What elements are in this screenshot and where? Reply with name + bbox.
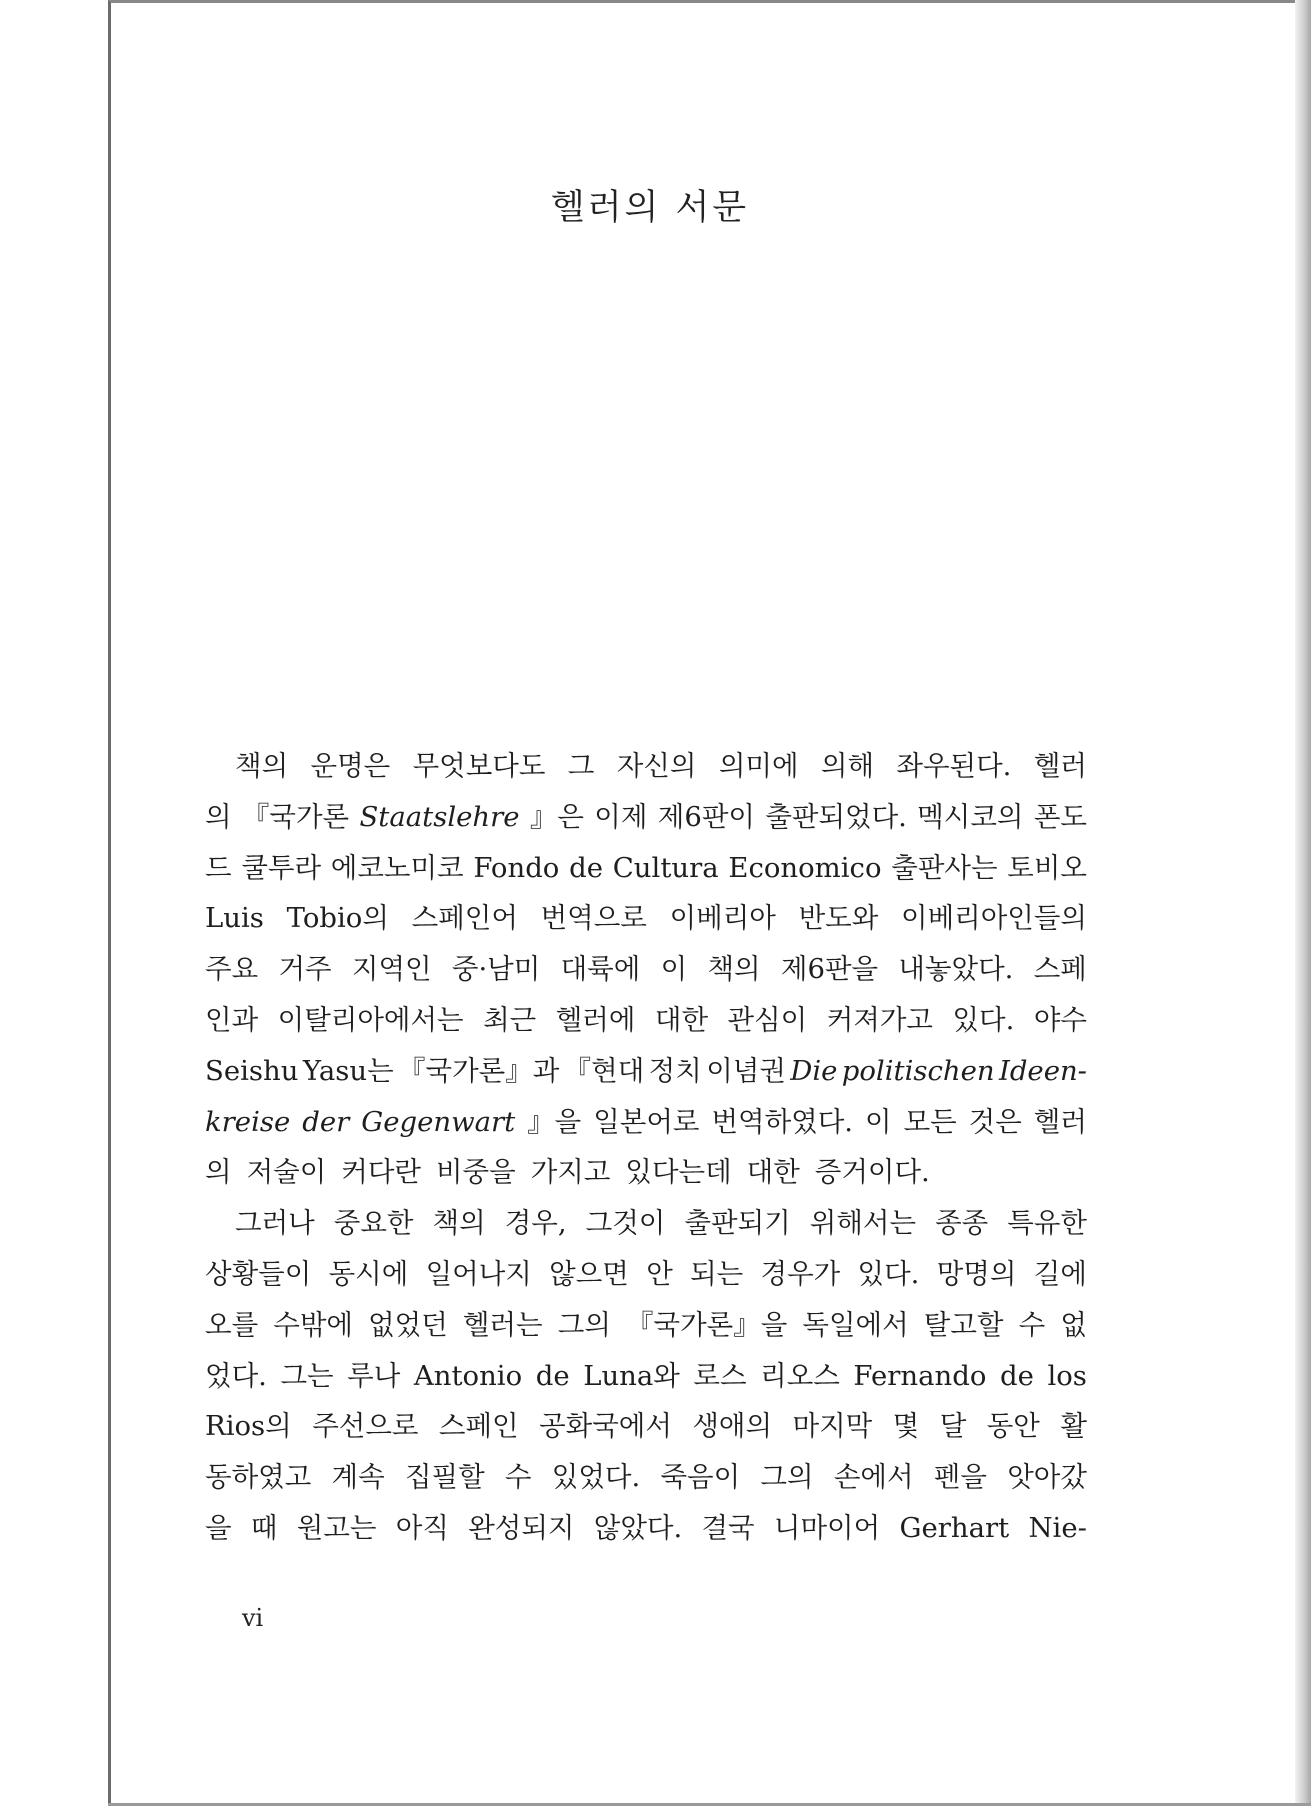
word: Fondo bbox=[473, 851, 560, 884]
word: 있었다. bbox=[551, 1461, 641, 1494]
word: 탈고할 bbox=[923, 1308, 1004, 1341]
word: 헬러 bbox=[1033, 750, 1087, 782]
word: 저술이 bbox=[246, 1156, 327, 1189]
word: 대한 bbox=[746, 1156, 800, 1189]
text-line bbox=[205, 849, 1087, 900]
word: 루나 bbox=[347, 1359, 401, 1392]
word: 최근 bbox=[483, 1003, 537, 1036]
word: der bbox=[302, 1105, 350, 1138]
word: 이제 bbox=[594, 800, 648, 833]
word: 결국 bbox=[701, 1511, 755, 1544]
word: 에코노미코 bbox=[330, 851, 464, 884]
word: 그는 bbox=[280, 1359, 334, 1392]
left-margin bbox=[0, 0, 108, 1806]
word: 관심이 bbox=[727, 1003, 808, 1036]
word: Yasu는 bbox=[302, 1054, 394, 1087]
word: Luna와 bbox=[583, 1359, 680, 1392]
word: 길에 bbox=[1033, 1257, 1087, 1290]
word: 이념권 bbox=[706, 1054, 786, 1087]
word: 대한 bbox=[654, 1003, 709, 1036]
word: 죽음이 bbox=[660, 1461, 741, 1494]
word: 『국가론』을 bbox=[626, 1308, 788, 1341]
word: 이베리아인들의 bbox=[901, 902, 1087, 935]
word: 의해 bbox=[820, 750, 875, 782]
word: 거주 bbox=[278, 953, 332, 986]
word: 앗아갔 bbox=[1007, 1461, 1087, 1494]
word: 원고는 bbox=[296, 1511, 377, 1544]
word: 운명은 bbox=[310, 750, 391, 782]
word: 폰도 bbox=[1033, 800, 1087, 833]
word: 헬러는 bbox=[462, 1308, 543, 1341]
text-line bbox=[205, 1458, 1087, 1509]
word: 계속 bbox=[331, 1461, 385, 1494]
word: 달 bbox=[939, 1410, 967, 1443]
word: 그 bbox=[567, 750, 595, 782]
word: 되는 bbox=[690, 1257, 744, 1290]
text-line bbox=[205, 1306, 1087, 1357]
word: 출판되었다. bbox=[765, 800, 907, 833]
word: 헬러에 bbox=[555, 1003, 636, 1036]
word: 그의 bbox=[557, 1308, 611, 1341]
word: 그러나 bbox=[235, 1207, 315, 1240]
word: 중요한 bbox=[333, 1207, 414, 1240]
word: 자신의 bbox=[616, 750, 697, 782]
word: Luis bbox=[205, 902, 264, 935]
word: 수 bbox=[504, 1461, 532, 1494]
word: 위해서는 bbox=[809, 1207, 917, 1240]
word: 『현대 bbox=[563, 1054, 645, 1087]
word: Gerhart bbox=[899, 1511, 1010, 1544]
word: 없 bbox=[1060, 1308, 1087, 1341]
word: 리오스 bbox=[760, 1359, 840, 1392]
word: 일본어로 bbox=[593, 1105, 700, 1138]
word: 토비오 bbox=[1007, 851, 1087, 884]
word: 경우가 bbox=[760, 1257, 841, 1290]
word: 로스 bbox=[693, 1359, 747, 1392]
text-line bbox=[205, 1407, 1087, 1458]
body-text bbox=[205, 747, 1087, 1560]
word: 인과 bbox=[205, 1003, 259, 1036]
word: 지역인 bbox=[351, 953, 432, 986]
word: 『국가론』과 bbox=[398, 1054, 560, 1087]
word: 책의 bbox=[432, 1207, 486, 1240]
word: 그것이 bbox=[585, 1207, 666, 1240]
word: 커져가고 bbox=[826, 1003, 933, 1036]
word: Ideen- bbox=[998, 1054, 1087, 1087]
word: 책의 bbox=[707, 953, 761, 986]
word: 종종 bbox=[935, 1207, 989, 1240]
word: 마지막 bbox=[792, 1410, 873, 1443]
word: Tobio의 bbox=[286, 902, 389, 935]
word: 출판되기 bbox=[684, 1207, 791, 1240]
word: Cultura bbox=[612, 851, 719, 884]
word: 몇 bbox=[892, 1410, 920, 1443]
word: 비중을 bbox=[435, 1156, 516, 1189]
text-line bbox=[205, 1103, 1087, 1154]
word: 없었던 bbox=[368, 1308, 448, 1341]
word: 야수 bbox=[1033, 1003, 1087, 1036]
word: Antonio bbox=[413, 1359, 523, 1392]
word: Die bbox=[790, 1054, 838, 1087]
page-title: 헬러의 서문 bbox=[550, 188, 750, 228]
word: 망명의 bbox=[936, 1257, 1017, 1290]
word: 주선으로 bbox=[312, 1410, 419, 1443]
word: 번역하였다. bbox=[711, 1105, 854, 1138]
word: Economico bbox=[728, 851, 882, 884]
word: 독일에서 bbox=[802, 1308, 909, 1341]
word: 드 bbox=[205, 851, 232, 884]
page-number: vi bbox=[242, 1604, 264, 1632]
word: Fernando bbox=[853, 1359, 987, 1392]
word: 의 bbox=[205, 1156, 232, 1189]
word: 것은 bbox=[968, 1105, 1022, 1138]
word: 중·남미 bbox=[451, 953, 541, 986]
word: 』은 bbox=[529, 800, 584, 833]
word: 내놓았다. bbox=[898, 953, 1014, 986]
word: 이 bbox=[660, 953, 688, 986]
word: 정치 bbox=[648, 1054, 702, 1087]
word: 특유한 bbox=[1007, 1207, 1087, 1240]
word: 헬러 bbox=[1033, 1105, 1087, 1138]
word: Nie- bbox=[1028, 1511, 1087, 1544]
word: 완성되지 bbox=[468, 1511, 575, 1544]
text-line bbox=[205, 1204, 1087, 1255]
word: 멕시코의 bbox=[917, 800, 1024, 833]
text-line bbox=[205, 899, 1087, 950]
word: 무엇보다도 bbox=[412, 750, 546, 782]
word: 스페 bbox=[1033, 953, 1087, 986]
word: 일어나지 bbox=[425, 1257, 532, 1290]
word: 손에서 bbox=[833, 1461, 914, 1494]
word: 스페인 bbox=[438, 1410, 519, 1443]
word: 반도와 bbox=[798, 902, 879, 935]
word: 때 bbox=[250, 1511, 278, 1544]
word: 이베리아 bbox=[669, 902, 776, 935]
word: 제6판이 bbox=[657, 800, 755, 833]
word: 집필할 bbox=[404, 1461, 485, 1494]
word: de bbox=[535, 1359, 570, 1392]
word: 번역으로 bbox=[540, 902, 647, 935]
word: 좌우된다. bbox=[896, 750, 1012, 782]
word: 있다. bbox=[952, 1003, 1015, 1036]
word: 오를 bbox=[205, 1308, 259, 1341]
word: 있다는데 bbox=[625, 1156, 732, 1189]
word: 이탈리아에서는 bbox=[277, 1003, 464, 1036]
word: 『국가론 bbox=[241, 800, 350, 833]
word: 동안 bbox=[986, 1410, 1040, 1443]
word: politischen bbox=[841, 1054, 995, 1087]
word: 있다. bbox=[857, 1257, 920, 1290]
text-line bbox=[205, 1153, 1087, 1204]
text-line bbox=[205, 798, 1087, 849]
text-line bbox=[205, 1001, 1087, 1052]
page-edge-shadow bbox=[1295, 0, 1311, 1806]
word: 상황들이 bbox=[205, 1257, 312, 1290]
word: 을 bbox=[205, 1511, 232, 1544]
word: 생애의 bbox=[692, 1410, 773, 1443]
text-line bbox=[205, 1052, 1087, 1103]
word: 니마이어 bbox=[773, 1511, 881, 1544]
word: 의 bbox=[205, 800, 232, 833]
word: 제6판을 bbox=[780, 953, 879, 986]
word: 활 bbox=[1060, 1410, 1087, 1443]
word: 모든 bbox=[903, 1105, 957, 1138]
text-line bbox=[205, 1255, 1087, 1306]
word: 동하였고 bbox=[205, 1461, 312, 1494]
text-line bbox=[205, 1509, 1087, 1560]
word: 공화국에서 bbox=[539, 1410, 672, 1443]
word: 었다. bbox=[205, 1359, 267, 1392]
word: 쿨투라 bbox=[241, 851, 322, 884]
word: de bbox=[999, 1359, 1034, 1392]
word: 의미에 bbox=[718, 750, 799, 782]
word: los bbox=[1047, 1359, 1087, 1392]
text-line bbox=[205, 1357, 1087, 1408]
word: Rios의 bbox=[205, 1410, 292, 1443]
word: 수 bbox=[1018, 1308, 1046, 1341]
word: 않으면 bbox=[549, 1257, 629, 1290]
word: 』을 bbox=[527, 1105, 582, 1138]
word: 그의 bbox=[760, 1461, 814, 1494]
word: 펜을 bbox=[933, 1461, 987, 1494]
word: 책의 bbox=[235, 750, 289, 782]
word: Gegenwart bbox=[361, 1105, 516, 1138]
word: 스페인어 bbox=[411, 902, 518, 935]
word: Seishu bbox=[205, 1054, 299, 1087]
word: 주요 bbox=[205, 953, 259, 986]
word: Staatslehre bbox=[359, 800, 520, 833]
word: 경우, bbox=[504, 1207, 567, 1240]
word: 이 bbox=[865, 1105, 892, 1138]
word: 출판사는 bbox=[891, 851, 998, 884]
text-line bbox=[205, 747, 1087, 798]
word: kreise bbox=[205, 1105, 291, 1138]
word: 수밖에 bbox=[273, 1308, 353, 1341]
word: 증거이다. bbox=[814, 1156, 930, 1189]
word: 동시에 bbox=[328, 1257, 409, 1290]
word: 아직 bbox=[395, 1511, 449, 1544]
word: de bbox=[569, 851, 604, 884]
text-line bbox=[205, 950, 1087, 1001]
word: 커다란 bbox=[341, 1156, 421, 1189]
word: 않았다. bbox=[593, 1511, 683, 1544]
word: 가지고 bbox=[530, 1156, 611, 1189]
word: 대륙에 bbox=[560, 953, 641, 986]
word: 안 bbox=[646, 1257, 673, 1290]
